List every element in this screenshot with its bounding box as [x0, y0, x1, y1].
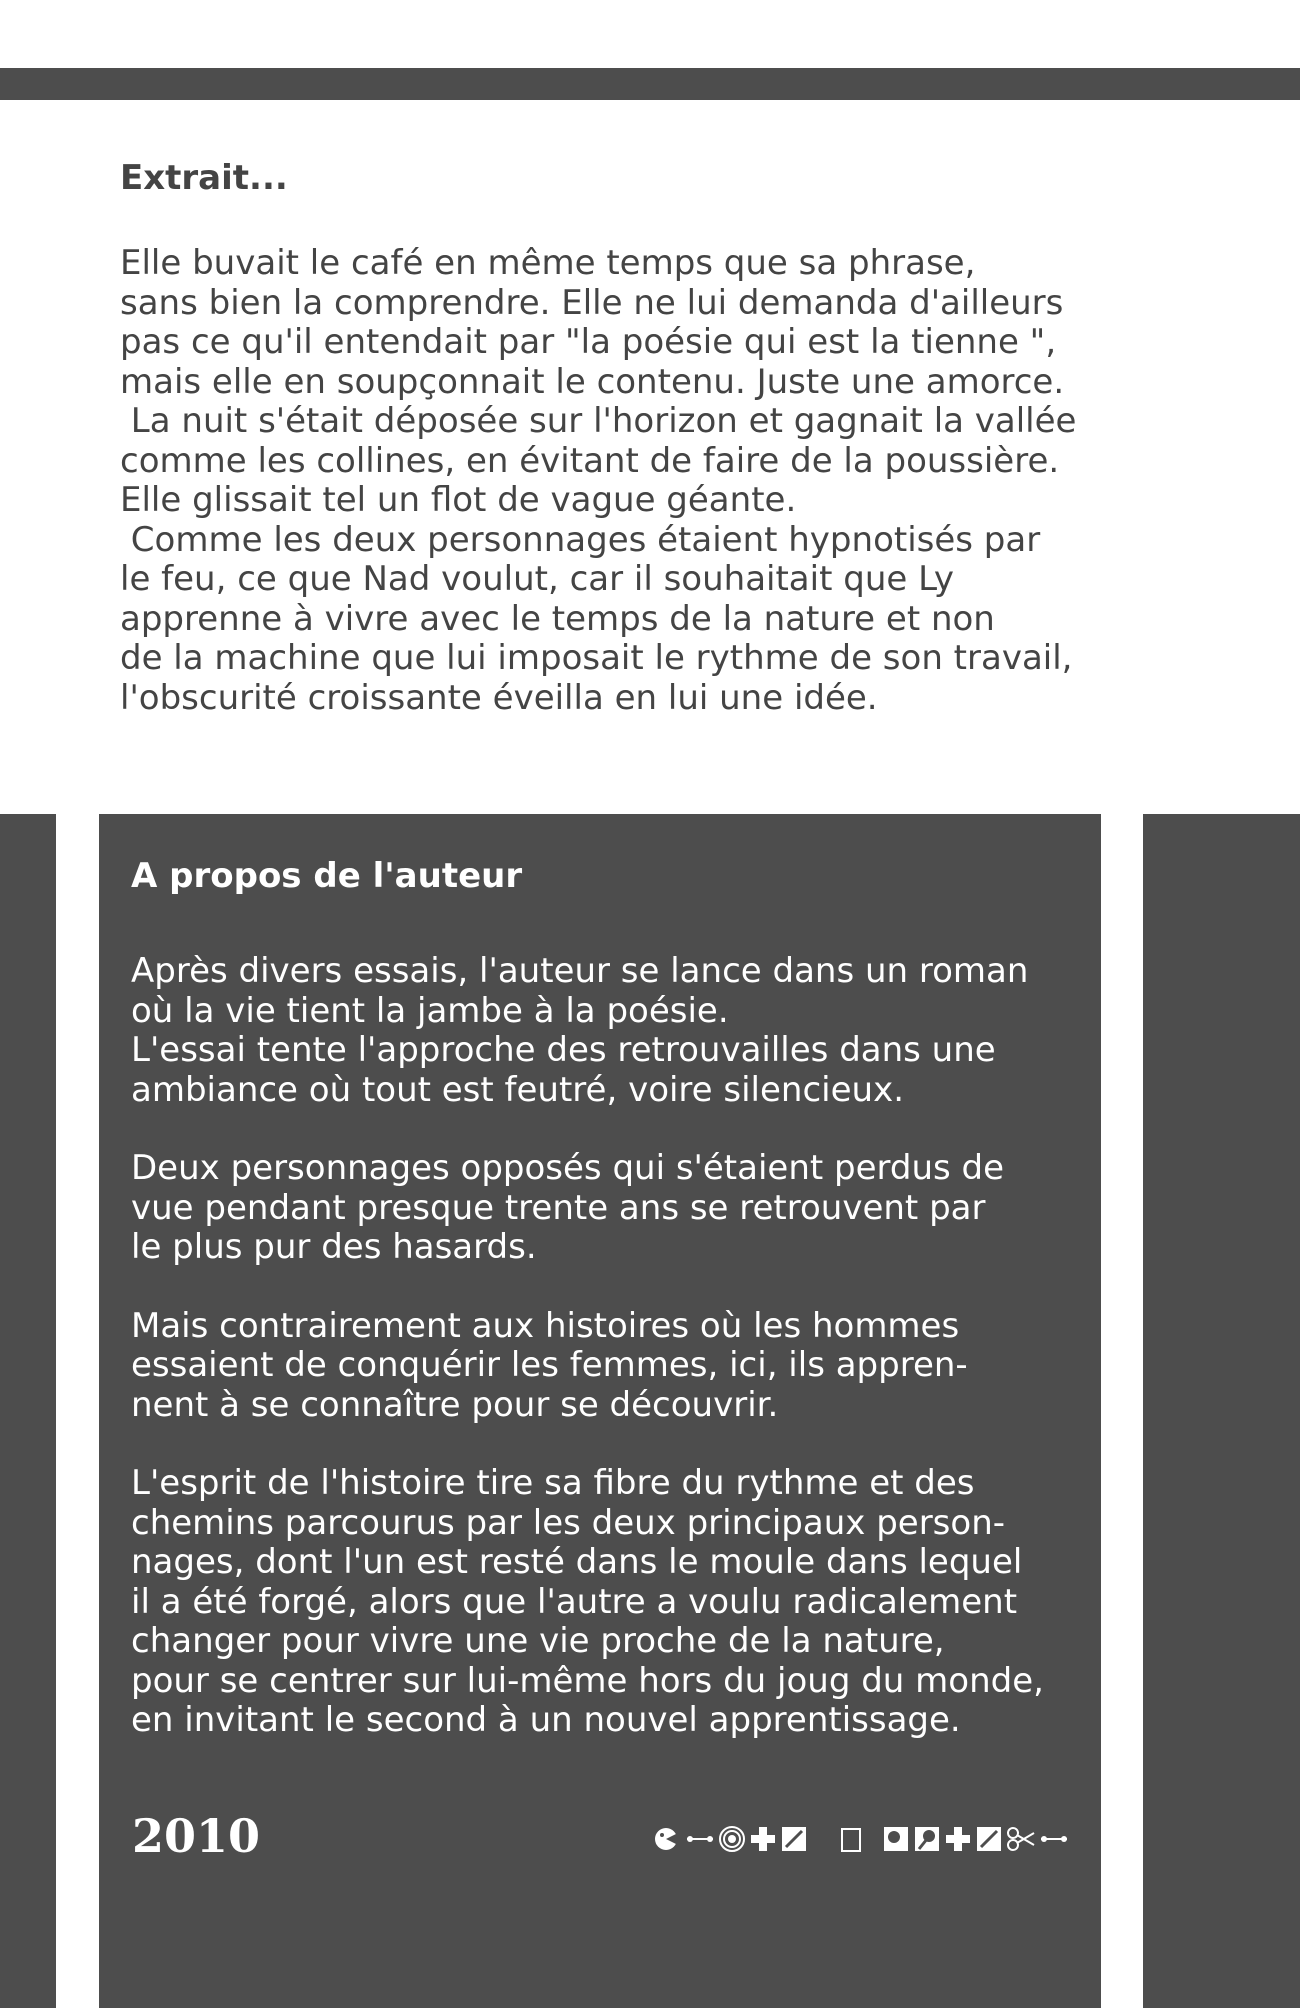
- left-dark-strip: [0, 814, 56, 2008]
- arrow-glyph-icon: [685, 1825, 715, 1853]
- arrow-glyph-icon: [1039, 1825, 1069, 1853]
- target-glyph-icon: [718, 1825, 746, 1853]
- about-paragraph: Mais contrairement aux histoires où les hommes essaient de conquérir les femmes, ici, ils appren- nent à se connaître pour se découvrir.: [131, 1305, 968, 1425]
- pin-glyph-icon: [913, 1825, 941, 1853]
- publication-year: 2010: [132, 1809, 261, 1863]
- about-paragraph: L'esprit de l'histoire tire sa fibre du rythme et des chemins parcourus par les deux principaux person- nages, dont l'un est resté dans le moule dans lequel il a été forgé, alors que l'autre a voulu radicalement changer pour vivre une vie proche de la nature, pour se centrer sur lui-même hors du joug du monde, en invitant le second à un nouvel apprentissage.: [131, 1463, 1044, 1740]
- decorative-glyph-ornament-icon: [654, 1822, 1069, 1856]
- cross-glyph-icon: [749, 1825, 777, 1853]
- about-author-body: [131, 952, 1081, 1741]
- slash-square-glyph-icon: [780, 1825, 808, 1853]
- top-band: [0, 68, 1300, 100]
- spiral-glyph-icon: [654, 1825, 682, 1853]
- about-author-section: [131, 856, 1081, 1741]
- left-white-strip: [56, 814, 99, 2008]
- empty-box-glyph-icon: [840, 1825, 862, 1853]
- scissors-glyph-icon: [1006, 1825, 1036, 1853]
- right-white-strip: [1101, 814, 1143, 2008]
- extract-text: Elle buvait le café en même temps que sa phrase, sans bien la comprendre. Elle ne lui demanda d'ailleurs pas ce qu'il entendait par "la poésie qui est la tienne ", mais elle en soupçonnait le contenu. Juste une amorce. La nuit s'était déposée sur l'horizon et gagnait la vallée comme les collines, en évitant de faire de la poussière. Elle glissait tel un flot de vague géante. Comme les deux personnages étaient hypnotisés par le feu, ce que Nad voulut, car il souhaitait que Ly apprenne à vivre avec le temps de la nature et non de la machine que lui imposait le rythme de son travail, l'obscurité croissante éveilla en lui une idée.: [120, 243, 1077, 718]
- right-dark-strip: [1143, 814, 1300, 2008]
- extract-heading: Extrait...: [120, 158, 288, 198]
- extract-section: [120, 158, 1120, 718]
- cross-glyph-icon: [944, 1825, 972, 1853]
- about-paragraph: Après divers essais, l'auteur se lance dans un roman où la vie tient la jambe à la poésie. L'essai tente l'approche des retrouvailles dans une ambiance où tout est feutré, voire silencieux.: [131, 951, 1029, 1110]
- about-author-heading: A propos de l'auteur: [131, 856, 523, 896]
- about-paragraph: Deux personnages opposés qui s'étaient perdus de vue pendant presque trente ans se retrouvent par le plus pur des hasards.: [131, 1148, 1005, 1267]
- slash-square-glyph-icon: [975, 1825, 1003, 1853]
- figure-glyph-icon: [882, 1825, 910, 1853]
